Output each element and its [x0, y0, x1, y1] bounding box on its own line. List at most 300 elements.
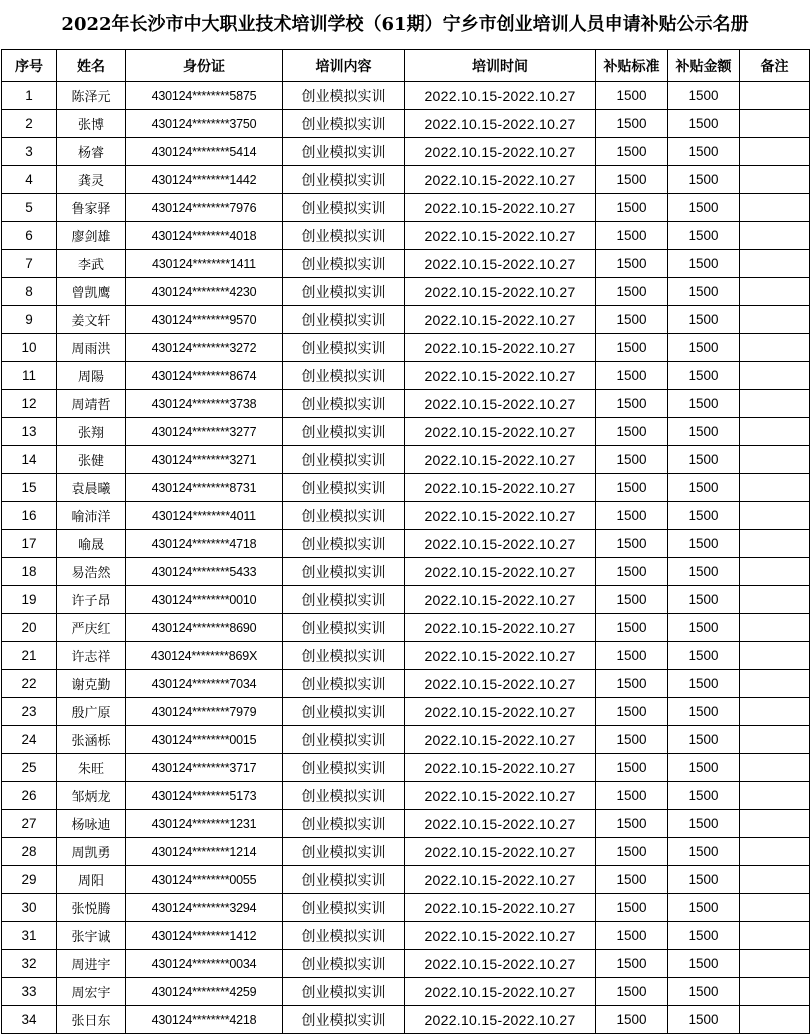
cell-id: 430124********3750 [126, 110, 283, 138]
cell-time: 2022.10.15-2022.10.27 [405, 782, 596, 810]
cell-id: 430124********3277 [126, 418, 283, 446]
cell-id: 430124********8690 [126, 614, 283, 642]
cell-standard: 1500 [596, 362, 668, 390]
cell-id: 430124********1231 [126, 810, 283, 838]
cell-amount: 1500 [668, 222, 740, 250]
cell-standard: 1500 [596, 642, 668, 670]
cell-time: 2022.10.15-2022.10.27 [405, 82, 596, 110]
cell-remark [740, 586, 810, 614]
cell-remark [740, 82, 810, 110]
cell-remark [740, 950, 810, 978]
cell-id: 430124********4230 [126, 278, 283, 306]
cell-id: 430124********4259 [126, 978, 283, 1006]
cell-content: 创业模拟实训 [283, 726, 405, 754]
cell-id: 430124********0010 [126, 586, 283, 614]
table-row [2, 726, 810, 754]
cell-index: 13 [2, 418, 57, 446]
table-row [2, 502, 810, 530]
cell-amount: 1500 [668, 418, 740, 446]
cell-standard: 1500 [596, 922, 668, 950]
table-row [2, 194, 810, 222]
cell-amount: 1500 [668, 810, 740, 838]
table-row [2, 698, 810, 726]
cell-id: 430124********3294 [126, 894, 283, 922]
cell-name: 杨睿 [57, 138, 126, 166]
cell-amount: 1500 [668, 306, 740, 334]
cell-amount: 1500 [668, 558, 740, 586]
cell-id: 430124********3738 [126, 390, 283, 418]
cell-index: 18 [2, 558, 57, 586]
cell-index: 25 [2, 754, 57, 782]
cell-content: 创业模拟实训 [283, 782, 405, 810]
table-row [2, 418, 810, 446]
cell-index: 27 [2, 810, 57, 838]
cell-id: 430124********7979 [126, 698, 283, 726]
cell-index: 21 [2, 642, 57, 670]
cell-standard: 1500 [596, 502, 668, 530]
cell-index: 12 [2, 390, 57, 418]
cell-id: 430124********4218 [126, 1006, 283, 1034]
cell-amount: 1500 [668, 362, 740, 390]
cell-amount: 1500 [668, 166, 740, 194]
cell-id: 430124********1411 [126, 250, 283, 278]
cell-remark [740, 894, 810, 922]
table-row [2, 642, 810, 670]
cell-id: 430124********869X [126, 642, 283, 670]
cell-standard: 1500 [596, 306, 668, 334]
cell-time: 2022.10.15-2022.10.27 [405, 614, 596, 642]
cell-name: 易浩然 [57, 558, 126, 586]
table-row [2, 838, 810, 866]
cell-time: 2022.10.15-2022.10.27 [405, 670, 596, 698]
cell-id: 430124********5433 [126, 558, 283, 586]
cell-id: 430124********4018 [126, 222, 283, 250]
cell-time: 2022.10.15-2022.10.27 [405, 474, 596, 502]
table-body [2, 82, 810, 1034]
cell-remark [740, 782, 810, 810]
cell-amount: 1500 [668, 782, 740, 810]
cell-remark [740, 502, 810, 530]
cell-name: 喻晟 [57, 530, 126, 558]
cell-amount: 1500 [668, 446, 740, 474]
cell-content: 创业模拟实训 [283, 474, 405, 502]
cell-standard: 1500 [596, 82, 668, 110]
cell-remark [740, 306, 810, 334]
cell-name: 姜文轩 [57, 306, 126, 334]
cell-remark [740, 614, 810, 642]
cell-standard: 1500 [596, 222, 668, 250]
cell-id: 430124********3271 [126, 446, 283, 474]
cell-remark [740, 642, 810, 670]
cell-id: 430124********0034 [126, 950, 283, 978]
cell-time: 2022.10.15-2022.10.27 [405, 894, 596, 922]
cell-index: 31 [2, 922, 57, 950]
table-row [2, 334, 810, 362]
cell-content: 创业模拟实训 [283, 446, 405, 474]
cell-index: 14 [2, 446, 57, 474]
cell-name: 周陽 [57, 362, 126, 390]
cell-remark [740, 474, 810, 502]
table-row [2, 446, 810, 474]
cell-standard: 1500 [596, 978, 668, 1006]
header-index: 序号 [2, 50, 57, 82]
cell-time: 2022.10.15-2022.10.27 [405, 838, 596, 866]
table-row [2, 978, 810, 1006]
cell-index: 10 [2, 334, 57, 362]
cell-amount: 1500 [668, 110, 740, 138]
cell-remark [740, 838, 810, 866]
cell-amount: 1500 [668, 334, 740, 362]
cell-content: 创业模拟实训 [283, 754, 405, 782]
cell-name: 张涵栎 [57, 726, 126, 754]
cell-time: 2022.10.15-2022.10.27 [405, 390, 596, 418]
cell-amount: 1500 [668, 474, 740, 502]
cell-time: 2022.10.15-2022.10.27 [405, 222, 596, 250]
cell-content: 创业模拟实训 [283, 362, 405, 390]
cell-index: 2 [2, 110, 57, 138]
cell-content: 创业模拟实训 [283, 306, 405, 334]
cell-id: 430124********7976 [126, 194, 283, 222]
cell-standard: 1500 [596, 754, 668, 782]
table-row [2, 810, 810, 838]
cell-amount: 1500 [668, 502, 740, 530]
cell-time: 2022.10.15-2022.10.27 [405, 950, 596, 978]
cell-remark [740, 558, 810, 586]
cell-name: 陈泽元 [57, 82, 126, 110]
cell-name: 喻沛洋 [57, 502, 126, 530]
cell-standard: 1500 [596, 950, 668, 978]
cell-index: 9 [2, 306, 57, 334]
cell-content: 创业模拟实训 [283, 698, 405, 726]
cell-standard: 1500 [596, 418, 668, 446]
cell-time: 2022.10.15-2022.10.27 [405, 446, 596, 474]
cell-index: 24 [2, 726, 57, 754]
cell-content: 创业模拟实训 [283, 222, 405, 250]
cell-content: 创业模拟实训 [283, 278, 405, 306]
table-row [2, 362, 810, 390]
cell-amount: 1500 [668, 390, 740, 418]
cell-time: 2022.10.15-2022.10.27 [405, 502, 596, 530]
table-row [2, 558, 810, 586]
cell-content: 创业模拟实训 [283, 418, 405, 446]
cell-id: 430124********4011 [126, 502, 283, 530]
cell-amount: 1500 [668, 866, 740, 894]
cell-id: 430124********5414 [126, 138, 283, 166]
table-row [2, 754, 810, 782]
cell-index: 17 [2, 530, 57, 558]
cell-time: 2022.10.15-2022.10.27 [405, 166, 596, 194]
header-content: 培训内容 [283, 50, 405, 82]
cell-content: 创业模拟实训 [283, 586, 405, 614]
cell-content: 创业模拟实训 [283, 502, 405, 530]
cell-standard: 1500 [596, 586, 668, 614]
header-id: 身份证 [126, 50, 283, 82]
cell-standard: 1500 [596, 138, 668, 166]
cell-name: 许子昂 [57, 586, 126, 614]
header-row [2, 50, 810, 82]
cell-remark [740, 222, 810, 250]
cell-index: 29 [2, 866, 57, 894]
cell-index: 1 [2, 82, 57, 110]
table-row [2, 866, 810, 894]
cell-content: 创业模拟实训 [283, 922, 405, 950]
cell-amount: 1500 [668, 1006, 740, 1034]
cell-id: 430124********5173 [126, 782, 283, 810]
cell-content: 创业模拟实训 [283, 810, 405, 838]
cell-time: 2022.10.15-2022.10.27 [405, 586, 596, 614]
cell-amount: 1500 [668, 138, 740, 166]
table-row [2, 586, 810, 614]
cell-time: 2022.10.15-2022.10.27 [405, 138, 596, 166]
cell-index: 26 [2, 782, 57, 810]
cell-standard: 1500 [596, 278, 668, 306]
cell-content: 创业模拟实训 [283, 670, 405, 698]
cell-time: 2022.10.15-2022.10.27 [405, 866, 596, 894]
cell-time: 2022.10.15-2022.10.27 [405, 726, 596, 754]
subsidy-table [1, 49, 810, 1034]
table-row [2, 614, 810, 642]
cell-remark [740, 810, 810, 838]
cell-name: 周进宇 [57, 950, 126, 978]
cell-index: 33 [2, 978, 57, 1006]
cell-name: 周凯勇 [57, 838, 126, 866]
cell-name: 鲁家驿 [57, 194, 126, 222]
cell-id: 430124********4718 [126, 530, 283, 558]
cell-time: 2022.10.15-2022.10.27 [405, 698, 596, 726]
cell-time: 2022.10.15-2022.10.27 [405, 978, 596, 1006]
table-row [2, 390, 810, 418]
cell-content: 创业模拟实训 [283, 334, 405, 362]
cell-name: 周靖哲 [57, 390, 126, 418]
cell-name: 龚灵 [57, 166, 126, 194]
cell-time: 2022.10.15-2022.10.27 [405, 558, 596, 586]
cell-id: 430124********1412 [126, 922, 283, 950]
cell-remark [740, 278, 810, 306]
cell-time: 2022.10.15-2022.10.27 [405, 418, 596, 446]
cell-standard: 1500 [596, 334, 668, 362]
cell-amount: 1500 [668, 586, 740, 614]
cell-amount: 1500 [668, 614, 740, 642]
cell-remark [740, 866, 810, 894]
cell-standard: 1500 [596, 614, 668, 642]
table-row [2, 922, 810, 950]
cell-remark [740, 166, 810, 194]
cell-standard: 1500 [596, 250, 668, 278]
cell-standard: 1500 [596, 838, 668, 866]
cell-name: 谢克勤 [57, 670, 126, 698]
cell-id: 430124********3272 [126, 334, 283, 362]
cell-name: 袁晨曦 [57, 474, 126, 502]
cell-standard: 1500 [596, 446, 668, 474]
cell-remark [740, 334, 810, 362]
cell-id: 430124********0055 [126, 866, 283, 894]
table-row [2, 110, 810, 138]
cell-content: 创业模拟实训 [283, 642, 405, 670]
cell-standard: 1500 [596, 166, 668, 194]
cell-content: 创业模拟实训 [283, 614, 405, 642]
table-row [2, 894, 810, 922]
cell-name: 张悦腾 [57, 894, 126, 922]
cell-remark [740, 698, 810, 726]
cell-remark [740, 922, 810, 950]
table-row [2, 82, 810, 110]
cell-standard: 1500 [596, 698, 668, 726]
cell-amount: 1500 [668, 698, 740, 726]
cell-standard: 1500 [596, 530, 668, 558]
cell-remark [740, 446, 810, 474]
cell-remark [740, 1006, 810, 1034]
table-row [2, 222, 810, 250]
cell-id: 430124********9570 [126, 306, 283, 334]
cell-time: 2022.10.15-2022.10.27 [405, 922, 596, 950]
cell-time: 2022.10.15-2022.10.27 [405, 810, 596, 838]
cell-index: 11 [2, 362, 57, 390]
cell-content: 创业模拟实训 [283, 950, 405, 978]
cell-amount: 1500 [668, 194, 740, 222]
cell-content: 创业模拟实训 [283, 558, 405, 586]
cell-name: 张日东 [57, 1006, 126, 1034]
cell-amount: 1500 [668, 670, 740, 698]
cell-amount: 1500 [668, 754, 740, 782]
table-row [2, 1006, 810, 1034]
cell-standard: 1500 [596, 558, 668, 586]
cell-name: 杨咏迪 [57, 810, 126, 838]
table-header [2, 50, 810, 82]
table-row [2, 250, 810, 278]
cell-remark [740, 670, 810, 698]
cell-standard: 1500 [596, 194, 668, 222]
cell-remark [740, 250, 810, 278]
cell-remark [740, 194, 810, 222]
cell-id: 430124********1214 [126, 838, 283, 866]
cell-index: 4 [2, 166, 57, 194]
cell-id: 430124********0015 [126, 726, 283, 754]
cell-index: 30 [2, 894, 57, 922]
cell-content: 创业模拟实训 [283, 530, 405, 558]
header-standard: 补贴标准 [596, 50, 668, 82]
cell-content: 创业模拟实训 [283, 194, 405, 222]
cell-remark [740, 110, 810, 138]
cell-standard: 1500 [596, 110, 668, 138]
cell-time: 2022.10.15-2022.10.27 [405, 278, 596, 306]
cell-content: 创业模拟实训 [283, 894, 405, 922]
table-row [2, 950, 810, 978]
cell-id: 430124********8674 [126, 362, 283, 390]
cell-time: 2022.10.15-2022.10.27 [405, 194, 596, 222]
table-row [2, 782, 810, 810]
table-row [2, 138, 810, 166]
cell-content: 创业模拟实训 [283, 838, 405, 866]
cell-index: 7 [2, 250, 57, 278]
cell-name: 周雨洪 [57, 334, 126, 362]
cell-standard: 1500 [596, 474, 668, 502]
cell-id: 430124********1442 [126, 166, 283, 194]
cell-standard: 1500 [596, 1006, 668, 1034]
cell-time: 2022.10.15-2022.10.27 [405, 306, 596, 334]
cell-time: 2022.10.15-2022.10.27 [405, 642, 596, 670]
document-title: 2022年长沙市中大职业技术培训学校（61期）宁乡市创业培训人员申请补贴公示名册 [61, 14, 749, 35]
cell-amount: 1500 [668, 838, 740, 866]
cell-standard: 1500 [596, 390, 668, 418]
cell-time: 2022.10.15-2022.10.27 [405, 334, 596, 362]
cell-standard: 1500 [596, 726, 668, 754]
cell-index: 15 [2, 474, 57, 502]
cell-content: 创业模拟实训 [283, 1006, 405, 1034]
cell-name: 周宏宇 [57, 978, 126, 1006]
cell-content: 创业模拟实训 [283, 110, 405, 138]
header-time: 培训时间 [405, 50, 596, 82]
cell-name: 邹炳龙 [57, 782, 126, 810]
cell-amount: 1500 [668, 726, 740, 754]
table-row [2, 670, 810, 698]
cell-content: 创业模拟实训 [283, 390, 405, 418]
cell-name: 张健 [57, 446, 126, 474]
cell-amount: 1500 [668, 278, 740, 306]
cell-name: 廖剑雄 [57, 222, 126, 250]
cell-remark [740, 362, 810, 390]
cell-index: 32 [2, 950, 57, 978]
header-amount: 补贴金额 [668, 50, 740, 82]
cell-index: 6 [2, 222, 57, 250]
cell-remark [740, 138, 810, 166]
cell-index: 3 [2, 138, 57, 166]
cell-time: 2022.10.15-2022.10.27 [405, 530, 596, 558]
table-row [2, 306, 810, 334]
cell-name: 曾凯鹰 [57, 278, 126, 306]
cell-content: 创业模拟实训 [283, 250, 405, 278]
header-name: 姓名 [57, 50, 126, 82]
cell-index: 23 [2, 698, 57, 726]
cell-standard: 1500 [596, 670, 668, 698]
table-row [2, 166, 810, 194]
cell-amount: 1500 [668, 922, 740, 950]
cell-remark [740, 726, 810, 754]
cell-name: 朱旺 [57, 754, 126, 782]
cell-time: 2022.10.15-2022.10.27 [405, 754, 596, 782]
cell-index: 5 [2, 194, 57, 222]
cell-name: 张宇诚 [57, 922, 126, 950]
table-row [2, 530, 810, 558]
cell-time: 2022.10.15-2022.10.27 [405, 110, 596, 138]
cell-standard: 1500 [596, 782, 668, 810]
cell-standard: 1500 [596, 810, 668, 838]
cell-remark [740, 754, 810, 782]
cell-remark [740, 978, 810, 1006]
cell-index: 22 [2, 670, 57, 698]
cell-name: 周阳 [57, 866, 126, 894]
cell-id: 430124********3717 [126, 754, 283, 782]
cell-id: 430124********8731 [126, 474, 283, 502]
header-remark: 备注 [740, 50, 810, 82]
table-row [2, 278, 810, 306]
cell-name: 张翔 [57, 418, 126, 446]
cell-remark [740, 418, 810, 446]
cell-standard: 1500 [596, 894, 668, 922]
cell-name: 张博 [57, 110, 126, 138]
table-row [2, 474, 810, 502]
cell-index: 8 [2, 278, 57, 306]
cell-index: 34 [2, 1006, 57, 1034]
cell-content: 创业模拟实训 [283, 978, 405, 1006]
cell-amount: 1500 [668, 978, 740, 1006]
cell-index: 16 [2, 502, 57, 530]
cell-amount: 1500 [668, 82, 740, 110]
cell-time: 2022.10.15-2022.10.27 [405, 250, 596, 278]
cell-name: 严庆红 [57, 614, 126, 642]
cell-name: 殷广原 [57, 698, 126, 726]
cell-amount: 1500 [668, 894, 740, 922]
cell-remark [740, 530, 810, 558]
